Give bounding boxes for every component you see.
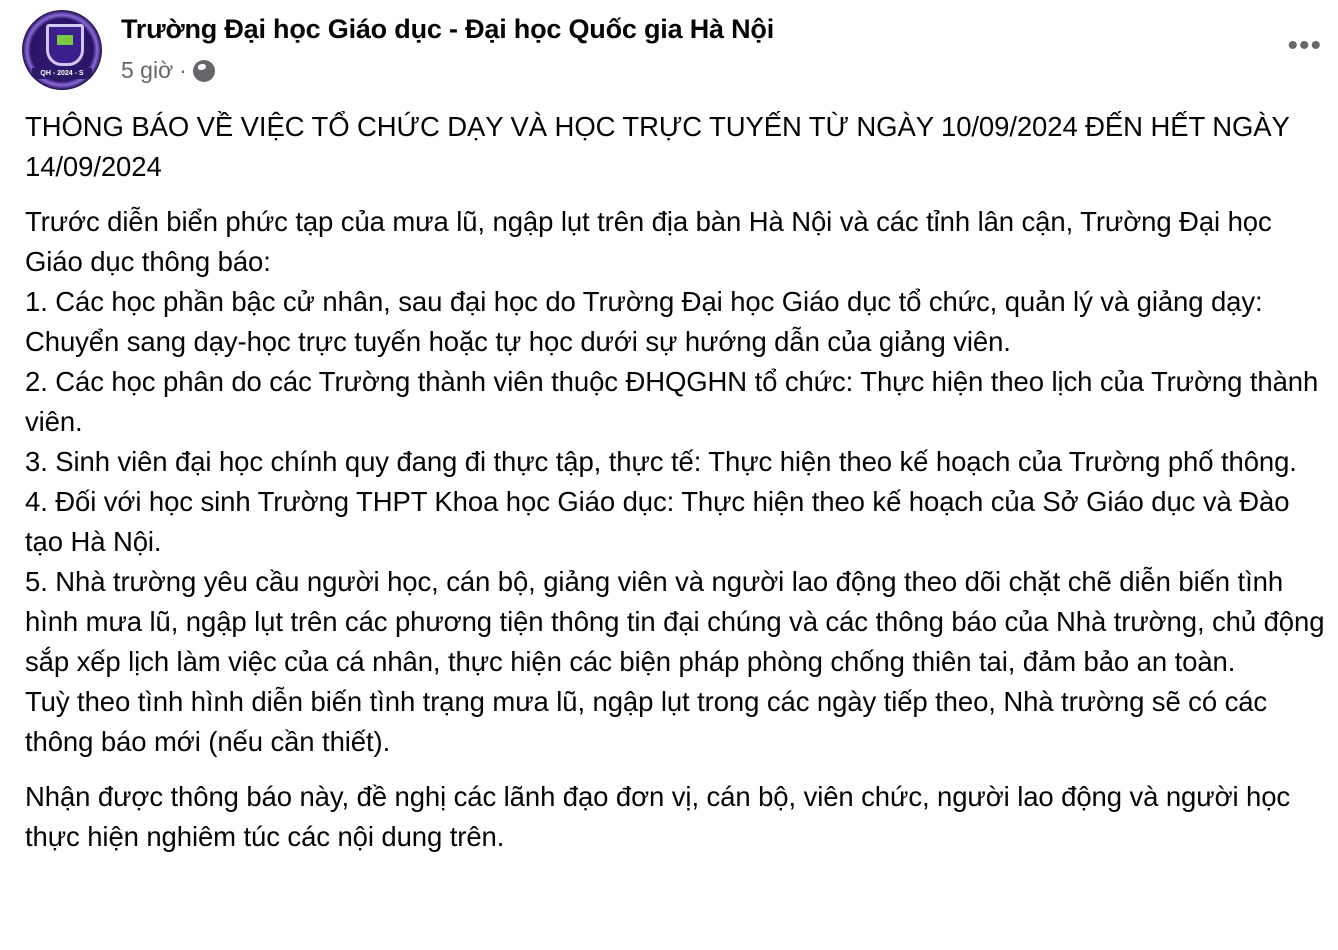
post-meta [121, 57, 215, 84]
more-options-button[interactable]: ••• [1287, 29, 1322, 62]
meta-separator: · [179, 57, 187, 83]
list-item: 3. Sinh viên đại học chính quy đang đi thực tập, thực tế: Thực hiện theo kế hoạch của Trường phố thông. [25, 446, 1297, 477]
followup-text: Tuỳ theo tình hình diễn biến tình trạng mưa lũ, ngập lụt trong các ngày tiếp theo, Nhà trường sẽ có các thông báo mới (nếu cần thiết). [25, 686, 1268, 757]
avatar-logo-text: QH - 2024 - S [32, 68, 92, 79]
post-time[interactable]: 5 giờ [121, 57, 174, 83]
post-title: THÔNG BÁO VỀ VIỆC TỔ CHỨC DẠY VÀ HỌC TRỰC TUYẾN TỪ NGÀY 10/09/2024 ĐẾN HẾT NGÀY 14/09/2024 [25, 111, 1290, 182]
list-item: 2. Các học phân do các Trường thành viên thuộc ĐHQGHN tổ chức: Thực hiện theo lịch của Trường thành viên. [25, 366, 1319, 437]
closing-text: Nhận được thông báo này, đề nghị các lãnh đạo đơn vị, cán bộ, viên chức, người lao động và người học thực hiện nghiêm túc các nội dung trên. [25, 781, 1291, 852]
post-body [25, 107, 1325, 872]
globe-icon[interactable] [193, 60, 215, 82]
intro-text: Trước diễn biển phức tạp của mưa lũ, ngập lụt trên địa bàn Hà Nội và các tỉnh lân cận, Trường Đại học Giáo dục thông báo: [25, 206, 1272, 277]
list-item: 4. Đối với học sinh Trường THPT Khoa học Giáo dục: Thực hiện theo kế hoạch của Sở Giáo dục và Đào tạo Hà Nội. [25, 486, 1290, 557]
post-header [22, 10, 1322, 90]
author-name[interactable]: Trường Đại học Giáo dục - Đại học Quốc gia Hà Nội [121, 14, 775, 44]
list-item: 1. Các học phần bậc cử nhân, sau đại học do Trường Đại học Giáo dục tổ chức, quản lý và giảng dạy: Chuyển sang dạy-học trực tuyến hoặc tự học dưới sự hướng dẫn của giảng viên. [25, 286, 1263, 357]
page-avatar[interactable] [22, 10, 102, 90]
logo-shield [46, 24, 84, 66]
list-item: 5. Nhà trường yêu cầu người học, cán bộ, giảng viên và người lao động theo dõi chặt chẽ diễn biến tình hình mưa lũ, ngập lụt trên các phương tiện thông tin đại chúng và các thông báo của Nhà trường, chủ động sắp xếp lịch làm việc của cá nhân, thực hiện các biện pháp phòng chống thiên tai, đảm bảo an toàn. [25, 566, 1325, 677]
post-content [25, 202, 1325, 762]
